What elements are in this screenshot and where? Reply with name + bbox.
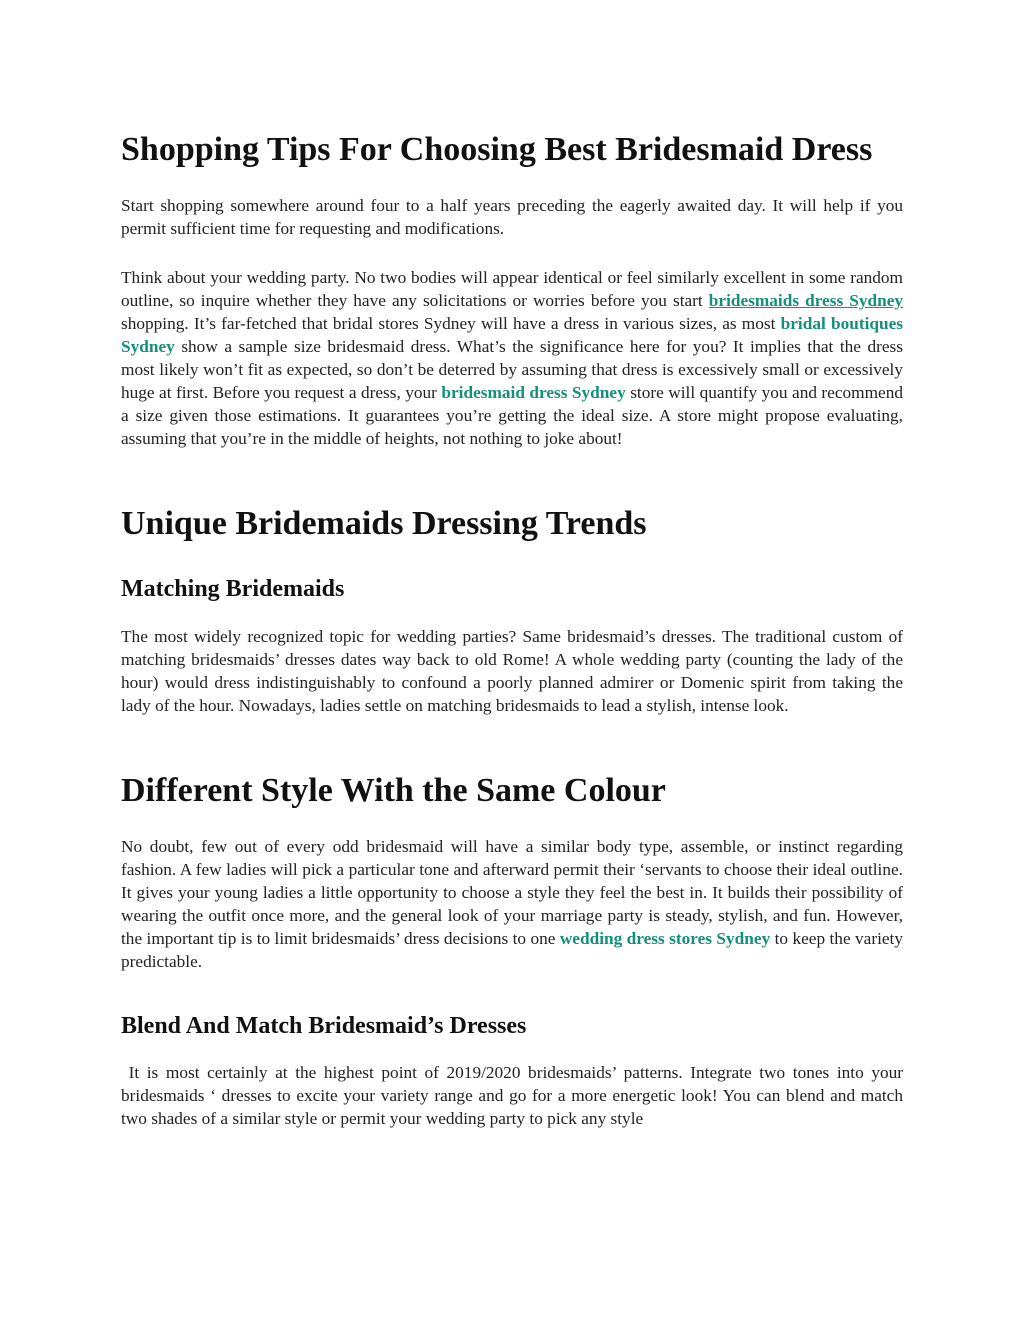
text-span: Think about your wedding party. No two bodies will appear identical or feel similarly excellent in some random outline, so inquire whether they have any solicitations or worries before you start	[121, 268, 903, 310]
link-bridesmaids-dress-sydney[interactable]: bridesmaids dress Sydney	[708, 291, 904, 310]
document-content	[121, 128, 908, 1130]
paragraph-matching: The most widely recognized topic for wedding parties? Same bridesmaid’s dresses. The traditional custom of matching bridesmaids’ dresses dates way back to old Rome! A whole wedding party (counting the lady of the hour) would dress indistinguishably to confound a poorly planned admirer or Domenic spirit from taking the lady of the hour. Nowadays, ladies settle on matching bridesmaids to lead a stylish, intense look.	[121, 627, 903, 715]
subheading-matching-bridemaids: Matching Bridemaids	[121, 576, 345, 602]
link-bridesmaid-dress-sydney[interactable]: bridesmaid dress Sydney	[441, 383, 626, 402]
heading-shopping-tips: Shopping Tips For Choosing Best Bridesmaid Dress	[121, 131, 873, 168]
text-span: shopping. It’s far-fetched that bridal stores Sydney will have a dress in various sizes, as most	[121, 314, 781, 333]
text-span: show a sample size bridesmaid dress. What’s the significance here for you? It implies that the dress most likely won’t fit as expected, so don’t be deterred by assuming that dress is excessively small or excessively huge at first. Before you request a dress, your	[121, 337, 903, 402]
paragraph-start-shopping: Start shopping somewhere around four to a half years preceding the eagerly awaited day. It will help if you permit sufficient time for requesting and modifications.	[121, 196, 903, 238]
paragraph-wedding-party	[121, 266, 903, 450]
subheading-blend-and-match: Blend And Match Bridesmaid’s Dresses	[121, 1013, 527, 1039]
heading-unique-trends: Unique Bridemaids Dressing Trends	[121, 505, 647, 542]
paragraph-different-style	[121, 835, 903, 973]
text-span: to keep the variety predictable.	[121, 929, 903, 971]
link-wedding-dress-stores-sydney[interactable]: wedding dress stores Sydney	[559, 929, 771, 948]
heading-different-style: Different Style With the Same Colour	[121, 772, 666, 809]
paragraph-blend-and-match: It is most certainly at the highest point of 2019/2020 bridesmaids’ patterns. Integrate two tones into your bridesmaids ‘ dresses to excite your variety range and go for a more energetic look! You can blend and match two shades of a similar style or permit your wedding party to pick any style	[121, 1063, 908, 1128]
text-span: store will quantify you and recommend a size given those estimations. It guarantees you’re getting the ideal size. A store might propose evaluating, assuming that you’re in the middle of heights, not nothing to joke about!	[121, 383, 903, 448]
link-bridal-boutiques-sydney[interactable]: bridal boutiques Sydney	[121, 314, 903, 356]
text-span: No doubt, few out of every odd bridesmaid will have a similar body type, assemble, or instinct regarding fashion. A few ladies will pick a particular tone and afterward permit their ‘servants to choose their ideal outline. It gives your young ladies a little opportunity to choose a style they feel the best in. It builds their possibility of wearing the outfit once more, and the general look of your marriage party is steady, stylish, and fun. However, the important tip is to limit bridesmaids’ dress decisions to one	[121, 837, 903, 948]
